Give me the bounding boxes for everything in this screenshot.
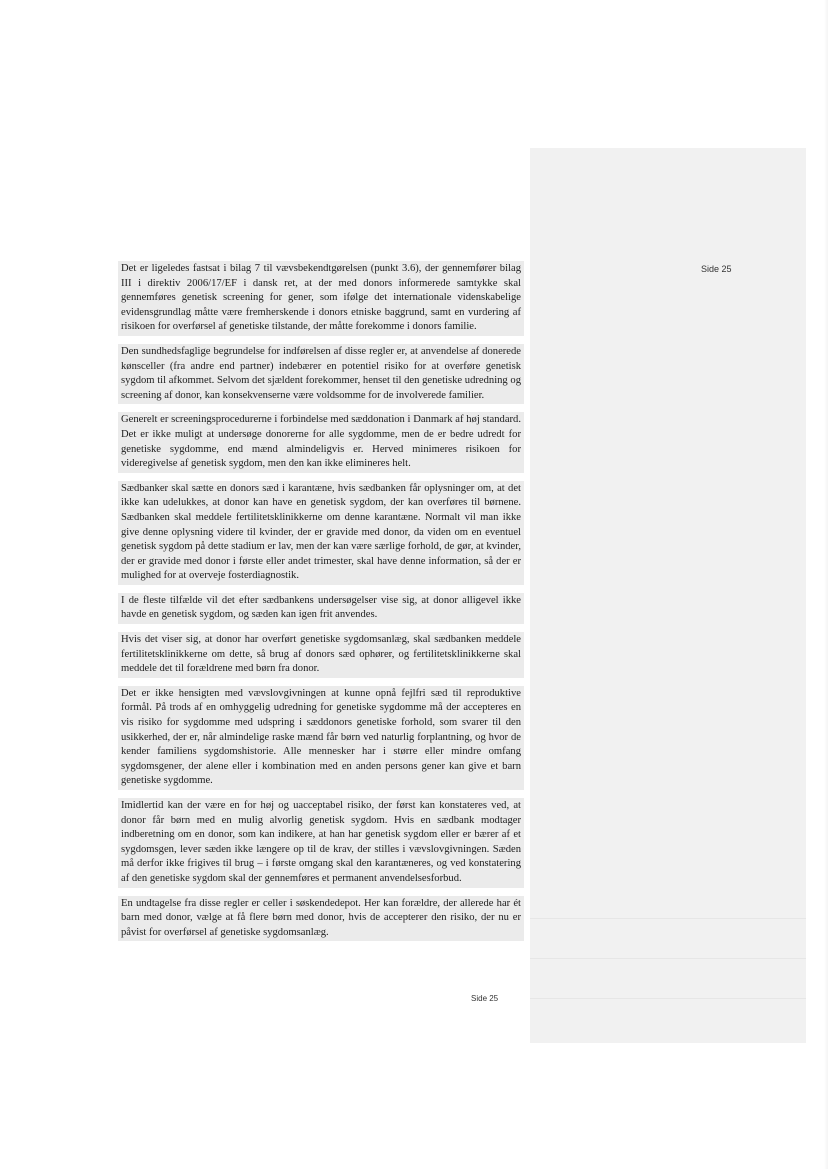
- paragraph: En undtagelse fra disse regler er celler i søskendedepot. Her kan forældre, der allerede har ét barn med donor, vælge at få flere børn med donor, hvis de accepterer den risiko, der nu er påvist for overførsel af genetiske sygdomsanlæg.: [118, 896, 524, 942]
- margin-divider: [530, 958, 806, 959]
- document-body: [118, 261, 524, 949]
- paragraph: Sædbanker skal sætte en donors sæd i karantæne, hvis sædbanken får oplysninger om, at det ikke kan udelukkes, at donor kan have en genetisk sygdom, der kan overføres til børnene. Sædbanken skal meddele fertilitetsklinikkerne om denne karantæne. Normalt vil man ikke give denne oplysning videre til kvinder, der er gravide med donor, da viden om en eventuel genetisk sygdom på dette stadium er lav, men der kan være særlige forhold, de gør, at kvinder, der er gravide med donor i første eller andet trimester, skal have denne information, så der er mulighed for at overveje fosterdiagnostik.: [118, 481, 524, 585]
- margin-divider: [530, 918, 806, 919]
- paragraph: I de fleste tilfælde vil det efter sædbankens undersøgelser vise sig, at donor alligevel ikke havde en genetisk sygdom, og sæden kan igen frit anvendes.: [118, 593, 524, 624]
- paragraph: Det er ligeledes fastsat i bilag 7 til vævsbekendtgørelsen (punkt 3.6), der gennemfører bilag III i direktiv 2006/17/EF i dansk ret, at der med donors informerede samtykke skal gennemføres genetisk screening for gener, som ifølge det internationale videnskabelige evidensgrundlag måtte være fremherskende i donors etniske baggrund, samt en vurdering af risikoen for overførsel af genetiske tilstande, der måtte forekomme i donors familie.: [118, 261, 524, 336]
- comment-margin-panel: [530, 148, 806, 1043]
- paragraph: Hvis det viser sig, at donor har overført genetiske sygdomsanlæg, skal sædbanken meddele fertilitetsklinikkerne om dette, så brug af donors sæd ophører, og fertilitetsklinikkerne skal meddele det til forældrene med børn fra donor.: [118, 632, 524, 678]
- paragraph: Den sundhedsfaglige begrundelse for indførelsen af disse regler er, at anvendelse af donerede kønsceller (fra andre end partner) indebærer en potentiel risiko for at overføre genetisk sygdom til afkommet. Selvom det sjældent forekommer, henset til den genetiske udredning og screening af donor, kan konsekvenserne være voldsomme for de involverede familier.: [118, 344, 524, 404]
- paragraph: Det er ikke hensigten med vævslovgivningen at kunne opnå fejlfri sæd til reproduktive formål. På trods af en omhyggelig udredning for genetiske sygdomme må der accepteres en vis risiko for sygdomme med udspring i sæddonors genetiske forhold, som svarer til den usikkerhed, der er, når almindelige raske mænd får børn ved naturlig forplantning, og hvor de kender familiens sygdomshistorie. Alle mennesker har i større eller mindre omfang sygdomsgener, der alene eller i kombination med en anden persons gener kan give et barn genetiske sygdomme.: [118, 686, 524, 790]
- margin-page-label: Side 25: [701, 264, 732, 274]
- margin-divider: [530, 998, 806, 999]
- page-number: Side 25: [471, 994, 499, 1003]
- paragraph: Imidlertid kan der være en for høj og uacceptabel risiko, der først kan konstateres ved, at donor får børn med en mulig alvorlig genetisk sygdom. Hvis en sædbank modtager indberetning om en donor, som kan indikere, at han har genetisk sygdom eller er bærer af et sygdomsgen, lever sæden ikke længere op til de krav, der stilles i vævslovgivningen. Sæden må derfor ikke frigives til brug – i første omgang skal den karantæneres, og ved konstatering af den genetiske sygdom skal der gennemføres et permanent anvendelsesforbud.: [118, 798, 524, 888]
- scan-edge: [824, 0, 828, 1169]
- paragraph: Generelt er screeningsprocedurerne i forbindelse med sæddonation i Danmark af høj standard. Det er ikke muligt at undersøge donorerne for alle sygdomme, men de er bedre udredt for genetiske sygdomme, end mænd almindeligvis er. Herved minimeres risikoen for videregivelse af genetisk sygdom, men den kan ikke elimineres helt.: [118, 412, 524, 472]
